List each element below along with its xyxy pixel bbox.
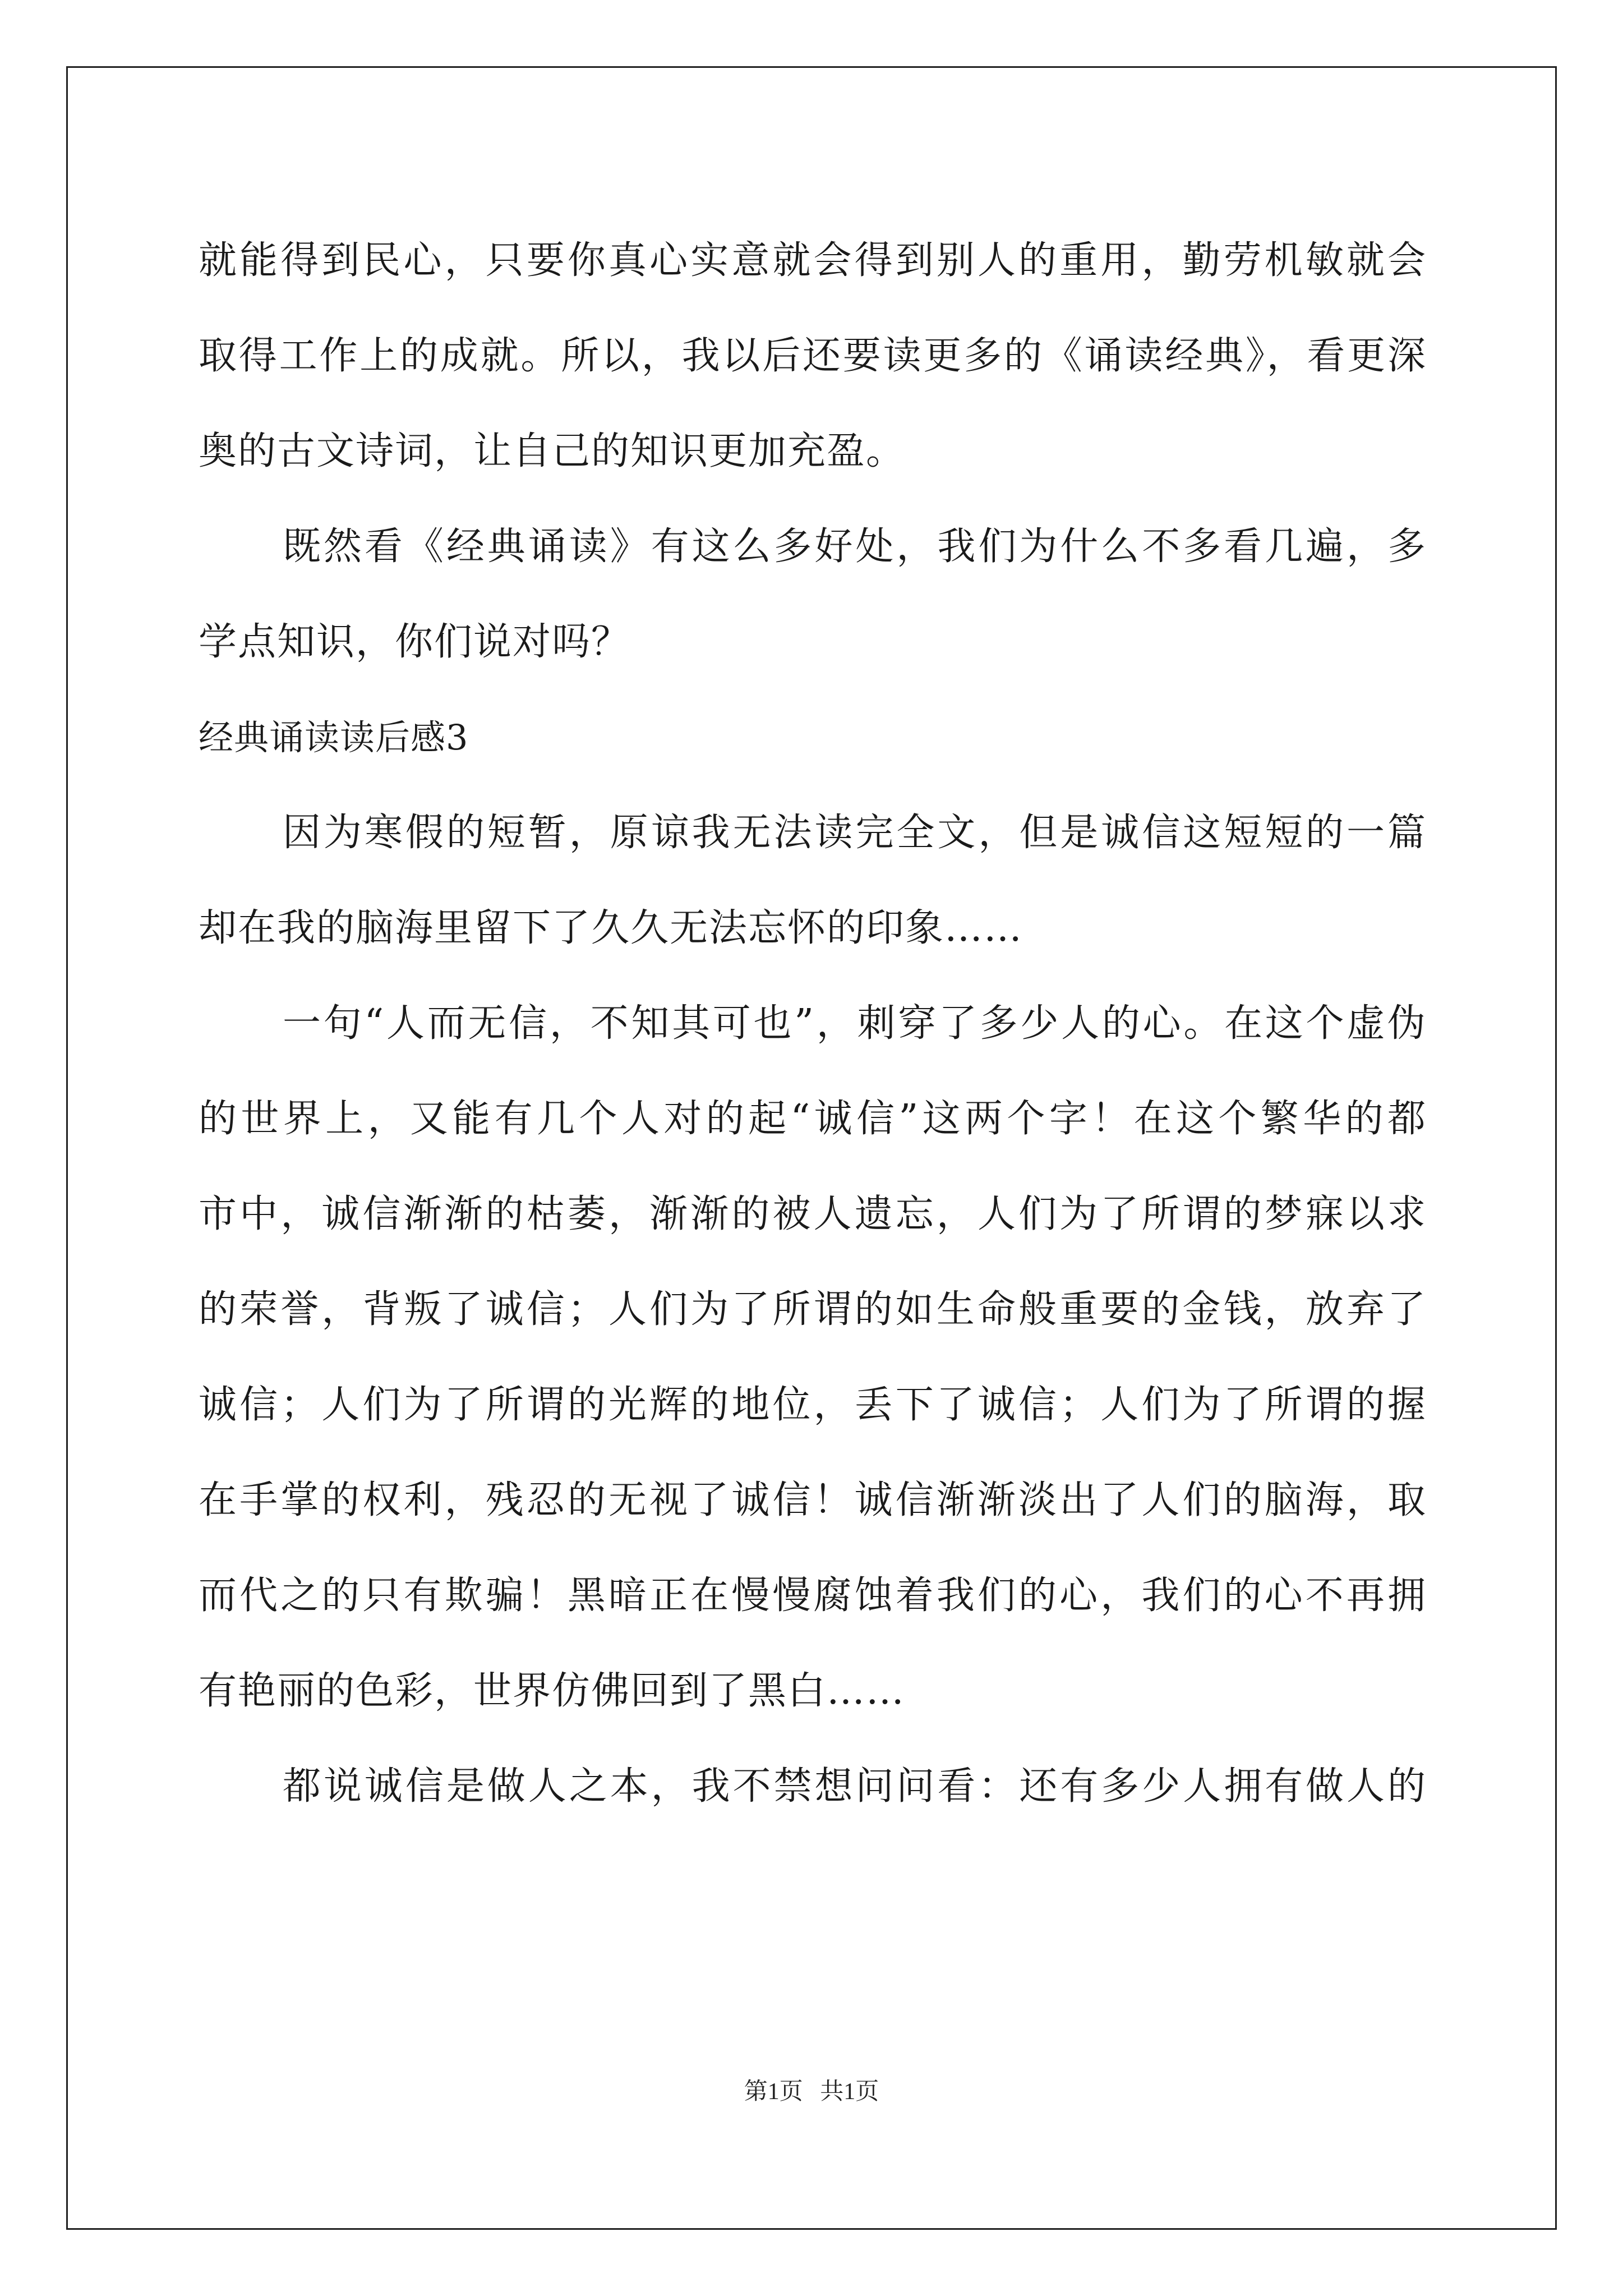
- text-line: 的荣誉，背叛了诚信；人们为了所谓的如生命般重要的金钱，放弃了: [199, 1287, 1427, 1332]
- text-line: 都说诚信是做人之本，我不禁想问问看：还有多少人拥有做人的: [283, 1764, 1427, 1809]
- page-number: 第1页: [744, 2079, 803, 2105]
- section-heading: 经典诵读读后感3: [199, 717, 469, 758]
- page-total: 共1页: [820, 2079, 879, 2105]
- text-line: 就能得到民心，只要你真心实意就会得到别人的重用，勤劳机敏就会: [199, 238, 1427, 283]
- text-line: 市中，诚信渐渐的枯萎，渐渐的被人遗忘，人们为了所谓的梦寐以求: [199, 1192, 1427, 1236]
- text-line: 因为寒假的短暂，原谅我无法读完全文，但是诚信这短短的一篇: [283, 811, 1427, 855]
- text-line: 奥的古文诗词，让自己的知识更加充盈。: [199, 429, 906, 473]
- page-footer: [0, 2073, 1623, 2106]
- text-line: 而代之的只有欺骗！黑暗正在慢慢腐蚀着我们的心，我们的心不再拥: [199, 1573, 1427, 1618]
- text-line: 有艳丽的色彩，世界仿佛回到了黑白……: [199, 1669, 906, 1713]
- text-line: 的世界上，又能有几个人对的起“诚信”这两个字！在这个繁华的都: [199, 1097, 1427, 1141]
- document-body: [199, 213, 1427, 1834]
- text-line: 既然看《经典诵读》有这么多好处，我们为什么不多看几遍，多: [283, 524, 1427, 569]
- text-line: 学点知识，你们说对吗？: [199, 620, 631, 664]
- text-line: 在手掌的权利，残忍的无视了诚信！诚信渐渐淡出了人们的脑海，取: [199, 1478, 1427, 1522]
- text-line: 取得工作上的成就。所以，我以后还要读更多的《诵读经典》，看更深: [199, 334, 1427, 378]
- text-line: 诚信；人们为了所谓的光辉的地位，丢下了诚信；人们为了所谓的握: [199, 1383, 1427, 1427]
- text-line: 却在我的脑海里留下了久久无法忘怀的印象……: [199, 906, 1023, 950]
- text-line: 一句“人而无信，不知其可也”，刺穿了多少人的心。在这个虚伪: [283, 1001, 1427, 1046]
